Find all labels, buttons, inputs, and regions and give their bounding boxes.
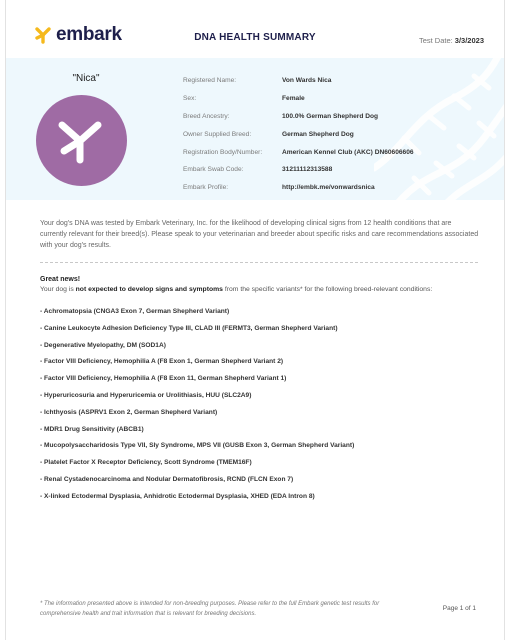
field-label: Registration Body/Number: xyxy=(183,148,263,156)
report-page xyxy=(5,0,505,640)
condition-item: - Mucopolysaccharidosis Type VII, Sly Syndrome, MPS VII (GUSB Exon 3, German Shepherd Variant) xyxy=(40,442,355,450)
results-heading: Great news! xyxy=(40,276,81,283)
field-value: American Kennel Club (AKC) DN60606606 xyxy=(282,148,414,156)
document-title: DNA HEALTH SUMMARY xyxy=(194,32,316,43)
intro-paragraph: Your dog's DNA was tested by Embark Veterinary, Inc. for the likelihood of developing clinical signs from 12 health conditions that are currently relevant for their breed(s). Please speak to your veterinarian and breeder about specific risks and care recommendations associated with your dog's results. xyxy=(40,220,479,249)
condition-item: - Canine Leukocyte Adhesion Deficiency Type III, CLAD III (FERMT3, German Shepherd Variant) xyxy=(40,324,338,332)
field-value: German Shepherd Dog xyxy=(282,130,354,138)
field-embark-profile xyxy=(183,179,414,197)
field-label: Registered Name: xyxy=(183,77,237,85)
condition-item: - Hyperuricosuria and Hyperuricemia or Urolithiasis, HUU (SLC2A9) xyxy=(40,391,252,399)
embark-avatar-icon xyxy=(54,113,109,168)
condition-item: - Factor VIII Deficiency, Hemophilia A (F8 Exon 11, German Shepherd Variant 1) xyxy=(40,375,287,383)
field-value: 31211112313588 xyxy=(282,166,333,174)
results-lead-pre: Your dog is xyxy=(40,286,76,293)
dog-name: "Nica" xyxy=(72,73,100,84)
field-label: Embark Swab Code: xyxy=(183,166,244,174)
dog-avatar xyxy=(36,95,127,186)
field-label: Breed Ancestry: xyxy=(183,112,230,120)
section-divider xyxy=(40,262,478,263)
field-registration xyxy=(183,143,414,161)
brand-name: embark xyxy=(56,24,122,45)
field-breed-ancestry xyxy=(183,108,414,126)
test-date-value: 3/3/2023 xyxy=(454,36,484,45)
embark-profile-link[interactable]: http://embk.me/vonwardsnica xyxy=(282,184,375,192)
footer-disclaimer: * The information presented above is intended for non-breeding purposes. Please refer to the full Embark genetic test results for comprehensive health and trait information that is relevant for breeding decisions. xyxy=(40,601,380,617)
dog-profile-panel xyxy=(6,58,504,200)
test-date xyxy=(419,36,484,45)
condition-item: - Degenerative Myelopathy, DM (SOD1A) xyxy=(40,341,166,349)
field-swab-code xyxy=(183,161,414,179)
report-header xyxy=(6,0,504,58)
field-sex xyxy=(183,90,414,108)
results-lead xyxy=(40,286,490,293)
results-lead-bold: not expected to develop signs and symptoms xyxy=(75,286,223,293)
field-value: Von Wards Nica xyxy=(282,77,332,85)
condition-item: - X-linked Ectodermal Dysplasia, Anhidrotic Ectodermal Dysplasia, XHED (EDA Intron 8) xyxy=(40,492,315,500)
field-value: 100.0% German Shepherd Dog xyxy=(282,112,379,120)
condition-item: - Factor VIII Deficiency, Hemophilia A (F8 Exon 1, German Shepherd Variant 2) xyxy=(40,358,284,366)
condition-item: - Renal Cystadenocarcinoma and Nodular Dermatofibrosis, RCND (FLCN Exon 7) xyxy=(40,475,294,483)
condition-item: - MDR1 Drug Sensitivity (ABCB1) xyxy=(40,425,144,433)
condition-item: - Ichthyosis (ASPRV1 Exon 2, German Shepherd Variant) xyxy=(40,408,218,416)
condition-item: - Platelet Factor X Receptor Deficiency, Scott Syndrome (TMEM16F) xyxy=(40,459,252,467)
condition-item: - Achromatopsia (CNGA3 Exon 7, German Shepherd Variant) xyxy=(40,308,230,315)
results-lead-post: from the specific variants* for the following breed-relevant conditions: xyxy=(222,286,433,293)
conditions-list xyxy=(40,304,490,506)
test-date-label: Test Date: xyxy=(418,36,453,45)
field-registered-name xyxy=(183,72,414,90)
field-value: Female xyxy=(282,95,305,103)
field-label: Embark Profile: xyxy=(183,184,229,192)
field-owner-supplied-breed xyxy=(183,125,414,143)
profile-fields xyxy=(183,72,414,197)
field-label: Sex: xyxy=(183,95,197,103)
field-label: Owner Supplied Breed: xyxy=(183,130,252,138)
page-number: Page 1 of 1 xyxy=(442,605,476,612)
